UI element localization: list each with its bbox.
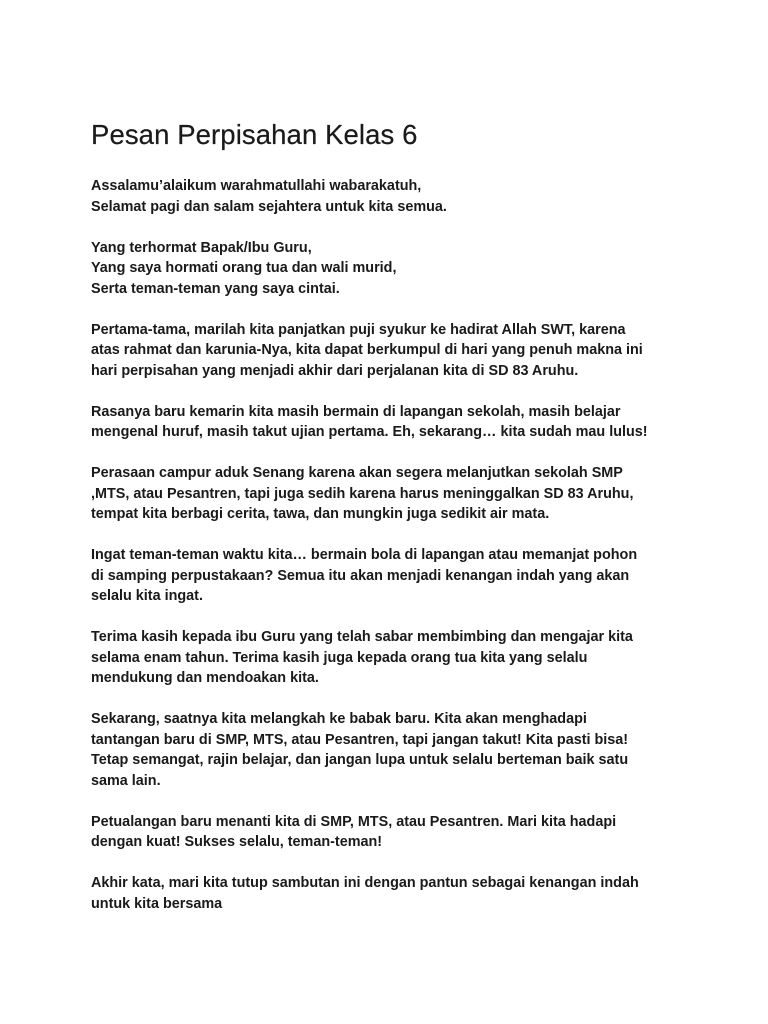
paragraph (91, 238, 691, 300)
paragraph (91, 463, 691, 525)
text-line: Akhir kata, mari kita tutup sambutan ini dengan pantun sebagai kenangan indah (91, 875, 639, 891)
text-line: Tetap semangat, rajin belajar, dan jangan lupa untuk selalu berteman baik satu (91, 752, 629, 768)
text-line: ,MTS, atau Pesantren, tapi juga sedih karena harus meninggalkan SD 83 Aruhu, (91, 485, 634, 502)
paragraph (91, 176, 691, 217)
paragraph (91, 627, 691, 689)
text-line: selalu kita ingat. (91, 588, 203, 604)
text-line: mengenal huruf, masih takut ujian pertama. Eh, sekarang… kita sudah mau lulus! (91, 424, 648, 440)
text-line: Petualangan baru menanti kita di SMP, MTS, atau Pesantren. Mari kita hadapi (91, 813, 617, 830)
document-page (91, 118, 691, 935)
text-line: di samping perpustakaan? Semua itu akan menjadi kenangan indah yang akan (91, 567, 630, 584)
text-line: Ingat teman-teman waktu kita… bermain bola di lapangan atau memanjat pohon (91, 547, 638, 563)
paragraph (91, 320, 691, 382)
text-line: Terima kasih kepada ibu Guru yang telah sabar membimbing dan mengajar kita (91, 629, 633, 645)
document-title: Pesan Perpisahan Kelas 6 (91, 119, 418, 150)
text-line: untuk kita bersama (91, 895, 223, 912)
text-line: selama enam tahun. Terima kasih juga kepada orang tua kita yang selalu (91, 649, 588, 666)
text-line: Yang terhormat Bapak/Ibu Guru, (91, 239, 312, 256)
paragraph (91, 402, 691, 443)
paragraph (91, 873, 691, 914)
text-line: Sekarang, saatnya kita melangkah ke babak baru. Kita akan menghadapi (91, 711, 587, 727)
document-body (91, 176, 691, 914)
text-line: Rasanya baru kemarin kita masih bermain di lapangan sekolah, masih belajar (91, 403, 621, 420)
text-line: Pertama-tama, marilah kita panjatkan puji syukur ke hadirat Allah SWT, karena (91, 321, 626, 338)
paragraph (91, 812, 691, 853)
text-line: Perasaan campur aduk Senang karena akan segera melanjutkan sekolah SMP (91, 465, 623, 481)
text-line: Yang saya hormati orang tua dan wali murid, (91, 260, 397, 276)
text-line: Assalamu’alaikum warahmatullahi wabarakatuh, (91, 178, 422, 194)
text-line: tempat kita berbagi cerita, tawa, dan mungkin juga sedikit air mata. (91, 506, 550, 522)
text-line: hari perpisahan yang menjadi akhir dari perjalanan kita di SD 83 Aruhu. (91, 362, 579, 379)
paragraph (91, 709, 691, 791)
text-line: sama lain. (91, 772, 161, 789)
text-line: mendukung dan mendoakan kita. (91, 670, 319, 686)
text-line: Selamat pagi dan salam sejahtera untuk kita semua. (91, 198, 447, 215)
text-line: Serta teman-teman yang saya cintai. (91, 280, 340, 297)
paragraph (91, 545, 691, 607)
text-line: atas rahmat dan karunia-Nya, kita dapat berkumpul di hari yang penuh makna ini (91, 342, 643, 358)
text-line: dengan kuat! Sukses selalu, teman-teman! (91, 834, 383, 850)
text-line: tantangan baru di SMP, MTS, atau Pesantren, tapi jangan takut! Kita pasti bisa! (91, 731, 629, 748)
